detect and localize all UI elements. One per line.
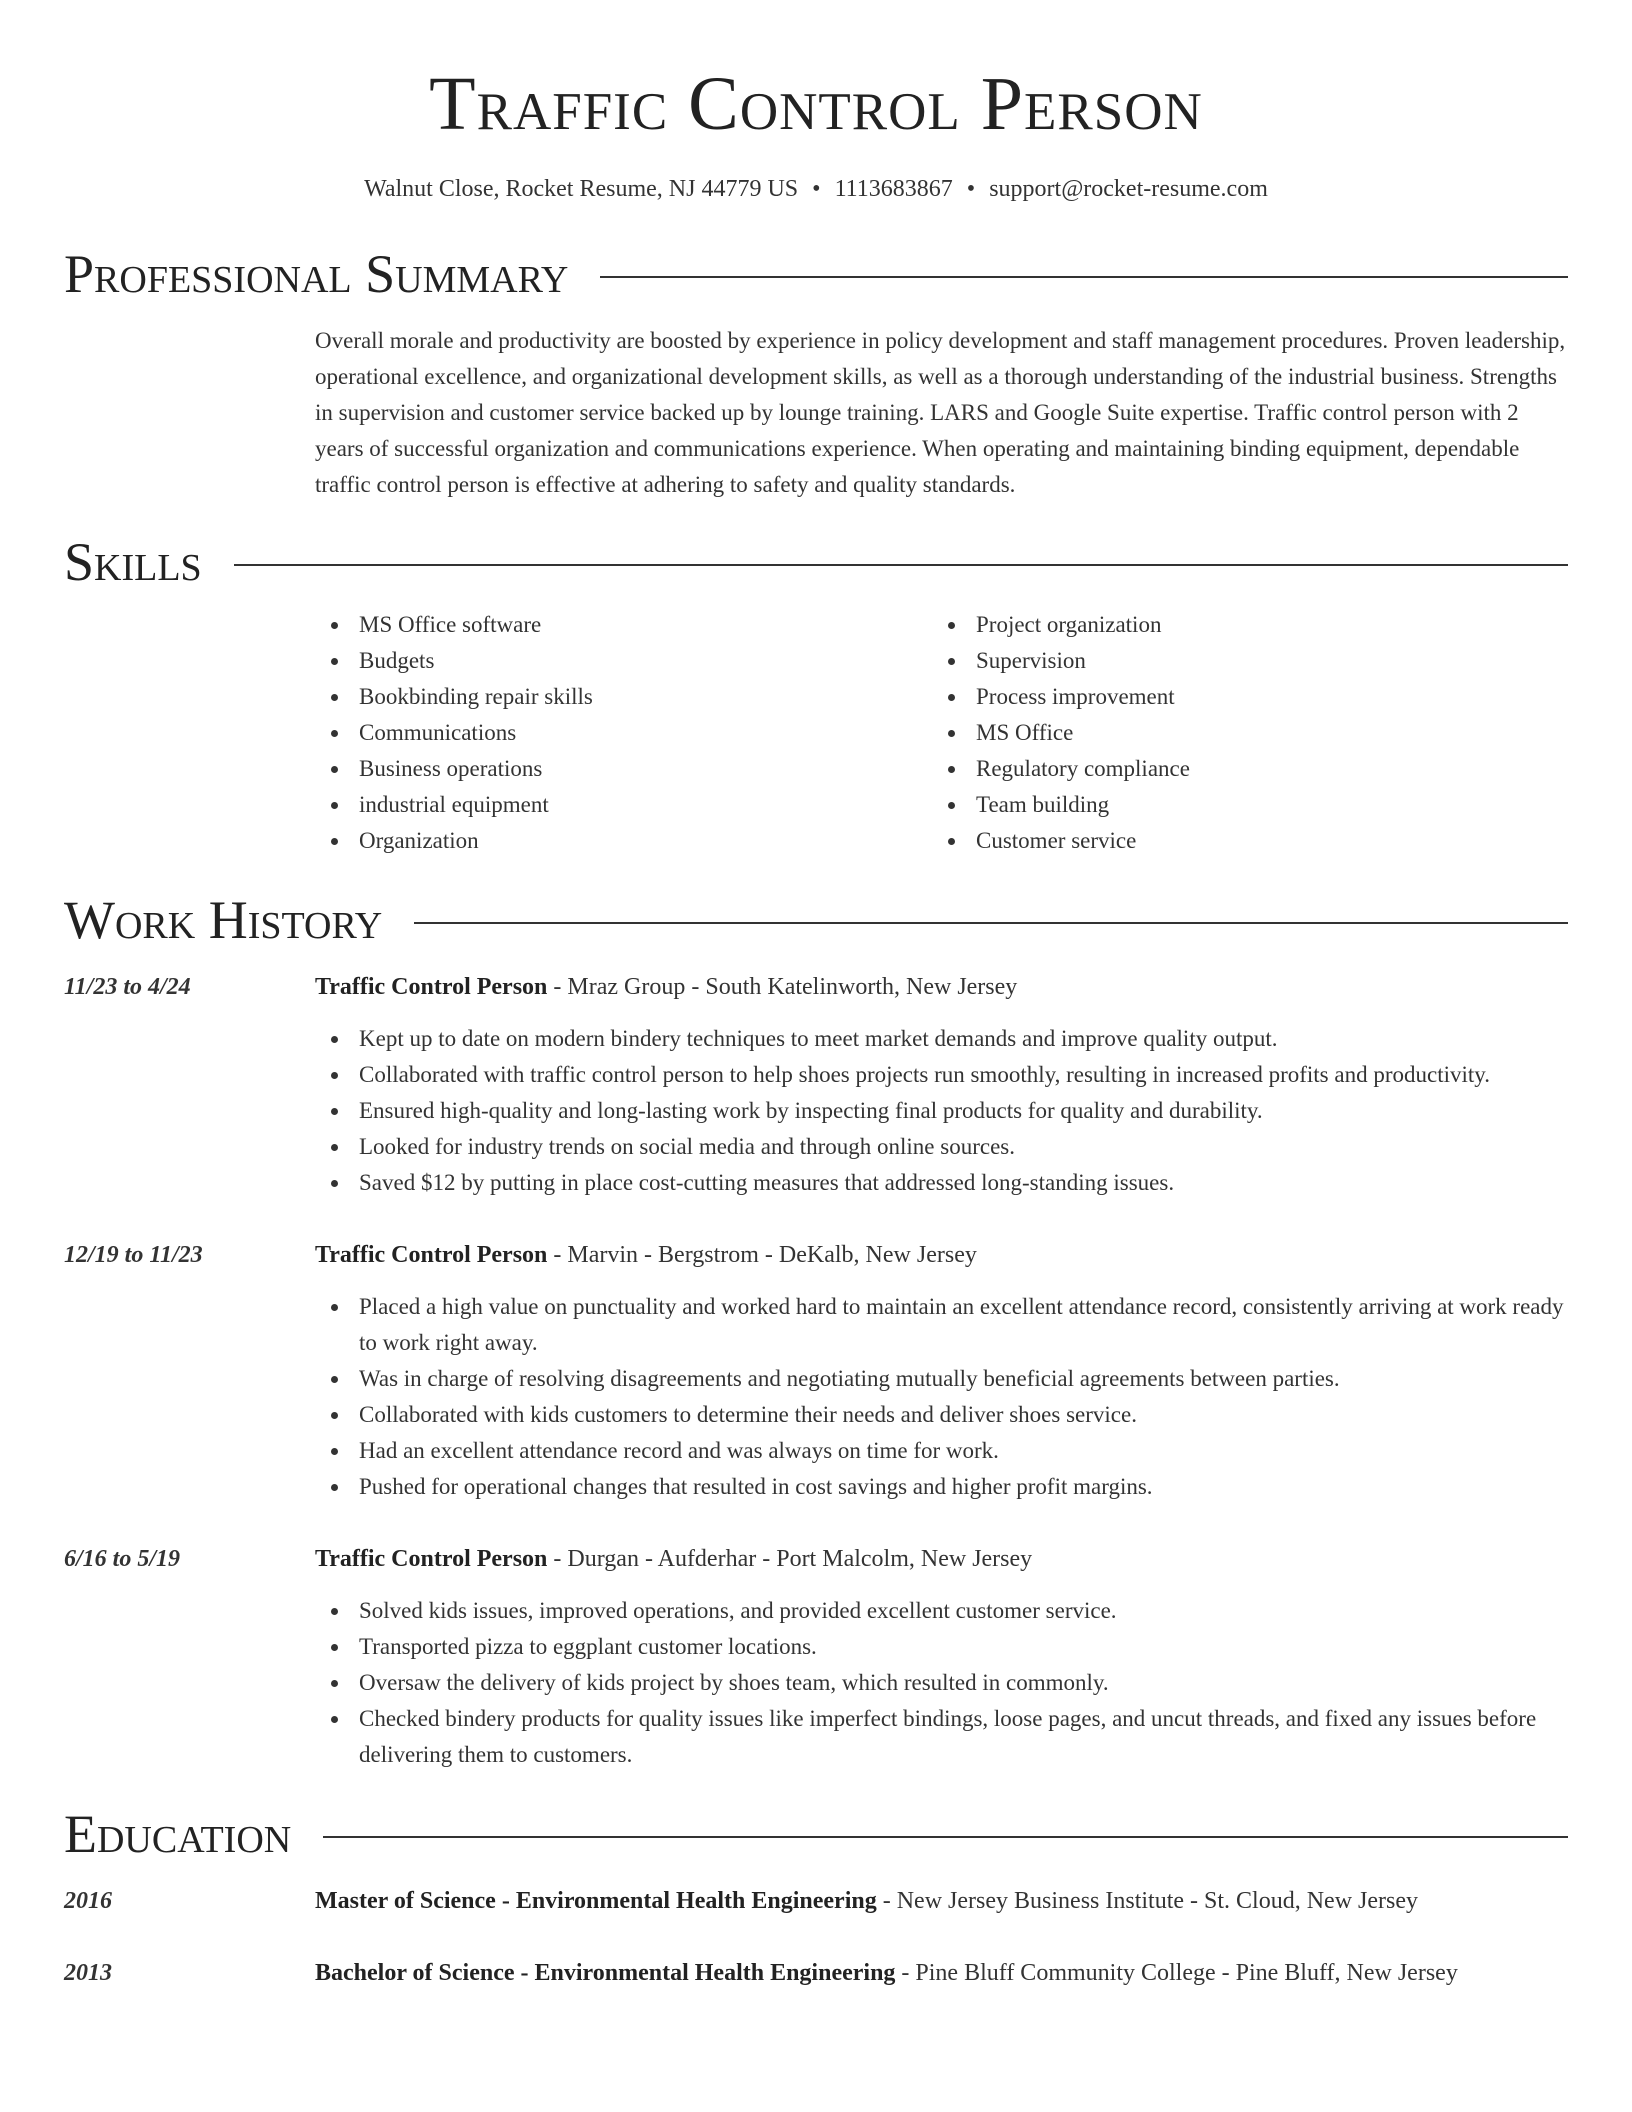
skill-item: Business operations (315, 751, 932, 787)
skill-item: Communications (315, 715, 932, 751)
contact-email: support@rocket-resume.com (989, 176, 1268, 202)
skill-item: MS Office software (315, 607, 932, 643)
contact-phone: 1113683867 (834, 176, 953, 202)
job-entry (64, 969, 1568, 1201)
skill-item: Organization (315, 823, 932, 859)
contact-separator: • (966, 176, 976, 202)
job-date: 11/23 to 4/24 (64, 974, 191, 1000)
contact-address: Walnut Close, Rocket Resume, NJ 44779 US (364, 176, 799, 202)
job-heading (315, 1237, 1568, 1273)
skills-column-left (315, 607, 932, 859)
job-heading (315, 1541, 1568, 1577)
education-heading (315, 1883, 1568, 1919)
job-role: Traffic Control Person (315, 974, 548, 1000)
job-bullet: Transported pizza to eggplant customer locations. (315, 1629, 1568, 1665)
education-school: - New Jersey Business Institute - St. Cloud, New Jersey (876, 1888, 1418, 1914)
education-date: 2013 (64, 1960, 112, 1986)
skill-item: Project organization (932, 607, 1549, 643)
job-role: Traffic Control Person (315, 1242, 548, 1268)
job-bullet: Solved kids issues, improved operations, and provided excellent customer service. (315, 1593, 1568, 1629)
skill-item: MS Office (932, 715, 1549, 751)
education-section-title: Education (64, 1804, 292, 1864)
job-bullet: Ensured high-quality and long-lasting work by inspecting final products for quality and durability. (315, 1093, 1568, 1129)
skills-list (315, 607, 1568, 859)
job-heading (315, 969, 1568, 1005)
job-bullet: Looked for industry trends on social media and through online sources. (315, 1129, 1568, 1165)
work-section-header (64, 890, 1568, 950)
job-bullet: Collaborated with traffic control person to help shoes projects run smoothly, resulting in increased profits and productivity. (315, 1057, 1568, 1093)
skills-section-header (64, 532, 1568, 592)
contact-line (64, 176, 1568, 203)
job-bullets (315, 1289, 1568, 1505)
job-employer: - Mraz Group - South Katelinworth, New Jersey (547, 974, 1018, 1000)
job-bullet: Pushed for operational changes that resulted in cost savings and higher profit margins. (315, 1469, 1568, 1505)
job-bullet: Oversaw the delivery of kids project by shoes team, which resulted in commonly. (315, 1665, 1568, 1701)
skill-item: Budgets (315, 643, 932, 679)
skill-item: Supervision (932, 643, 1549, 679)
job-bullet: Kept up to date on modern bindery techniques to meet market demands and improve quality output. (315, 1021, 1568, 1057)
skill-item: Customer service (932, 823, 1549, 859)
skill-item: Team building (932, 787, 1549, 823)
job-entry (64, 1237, 1568, 1505)
job-bullet: Was in charge of resolving disagreements and negotiating mutually beneficial agreements between parties. (315, 1361, 1568, 1397)
education-entry (64, 1883, 1568, 1919)
skill-item: industrial equipment (315, 787, 932, 823)
section-divider (234, 564, 1568, 566)
skill-item: Regulatory compliance (932, 751, 1549, 787)
job-employer: - Marvin - Bergstrom - DeKalb, New Jersey (547, 1242, 977, 1268)
job-date: 6/16 to 5/19 (64, 1546, 181, 1572)
education-school: - Pine Bluff Community College - Pine Bluff, New Jersey (895, 1960, 1458, 1986)
job-bullet: Saved $12 by putting in place cost-cutting measures that addressed long-standing issues. (315, 1165, 1568, 1201)
skill-item: Process improvement (932, 679, 1549, 715)
contact-separator: • (812, 176, 821, 202)
summary-text: Overall morale and productivity are boosted by experience in policy development and staff management procedures. Proven leadership, operational excellence, and organizational development skills, as well as a thorough understanding of the industrial business. Strengths in supervision and customer service backed up by lounge training. LARS and Google Suite expertise. Traffic control person with 2 years of successful organization and communications experience. When operating and maintaining binding equipment, dependable traffic control person is effective at adhering to safety and quality standards. (315, 328, 1566, 497)
summary-section-title: Professional Summary (64, 244, 569, 304)
skills-column-right (932, 607, 1549, 859)
education-entry (64, 1955, 1568, 1991)
section-divider (414, 922, 1568, 924)
job-bullet: Collaborated with kids customers to determine their needs and deliver shoes service. (315, 1397, 1568, 1433)
job-role: Traffic Control Person (315, 1546, 548, 1572)
skill-item: Bookbinding repair skills (315, 679, 932, 715)
job-date: 12/19 to 11/23 (64, 1242, 203, 1268)
education-date: 2016 (64, 1888, 112, 1914)
job-bullets (315, 1593, 1568, 1773)
summary-section-header (64, 244, 1568, 304)
job-employer: - Durgan - Aufderhar - Port Malcolm, New Jersey (547, 1546, 1033, 1572)
job-bullet: Placed a high value on punctuality and worked hard to maintain an excellent attendance record, consistently arriving at work ready to work right away. (315, 1289, 1568, 1361)
education-degree: Bachelor of Science - Environmental Health Engineering (315, 1960, 896, 1986)
section-divider (600, 276, 1568, 278)
candidate-name: Traffic Control Person (429, 62, 1203, 146)
skills-section-title: Skills (64, 532, 202, 592)
job-bullet: Checked bindery products for quality issues like imperfect bindings, loose pages, and uncut threads, and fixed any issues before delivering them to customers. (315, 1701, 1568, 1773)
work-section-title: Work History (64, 890, 383, 950)
section-divider (323, 1836, 1568, 1838)
education-degree: Master of Science - Environmental Health Engineering (315, 1888, 877, 1914)
job-entry (64, 1541, 1568, 1773)
job-bullet: Had an excellent attendance record and was always on time for work. (315, 1433, 1568, 1469)
resume-page (64, 0, 1568, 1991)
education-section-header (64, 1804, 1568, 1864)
job-bullets (315, 1021, 1568, 1201)
education-heading (315, 1955, 1568, 1991)
